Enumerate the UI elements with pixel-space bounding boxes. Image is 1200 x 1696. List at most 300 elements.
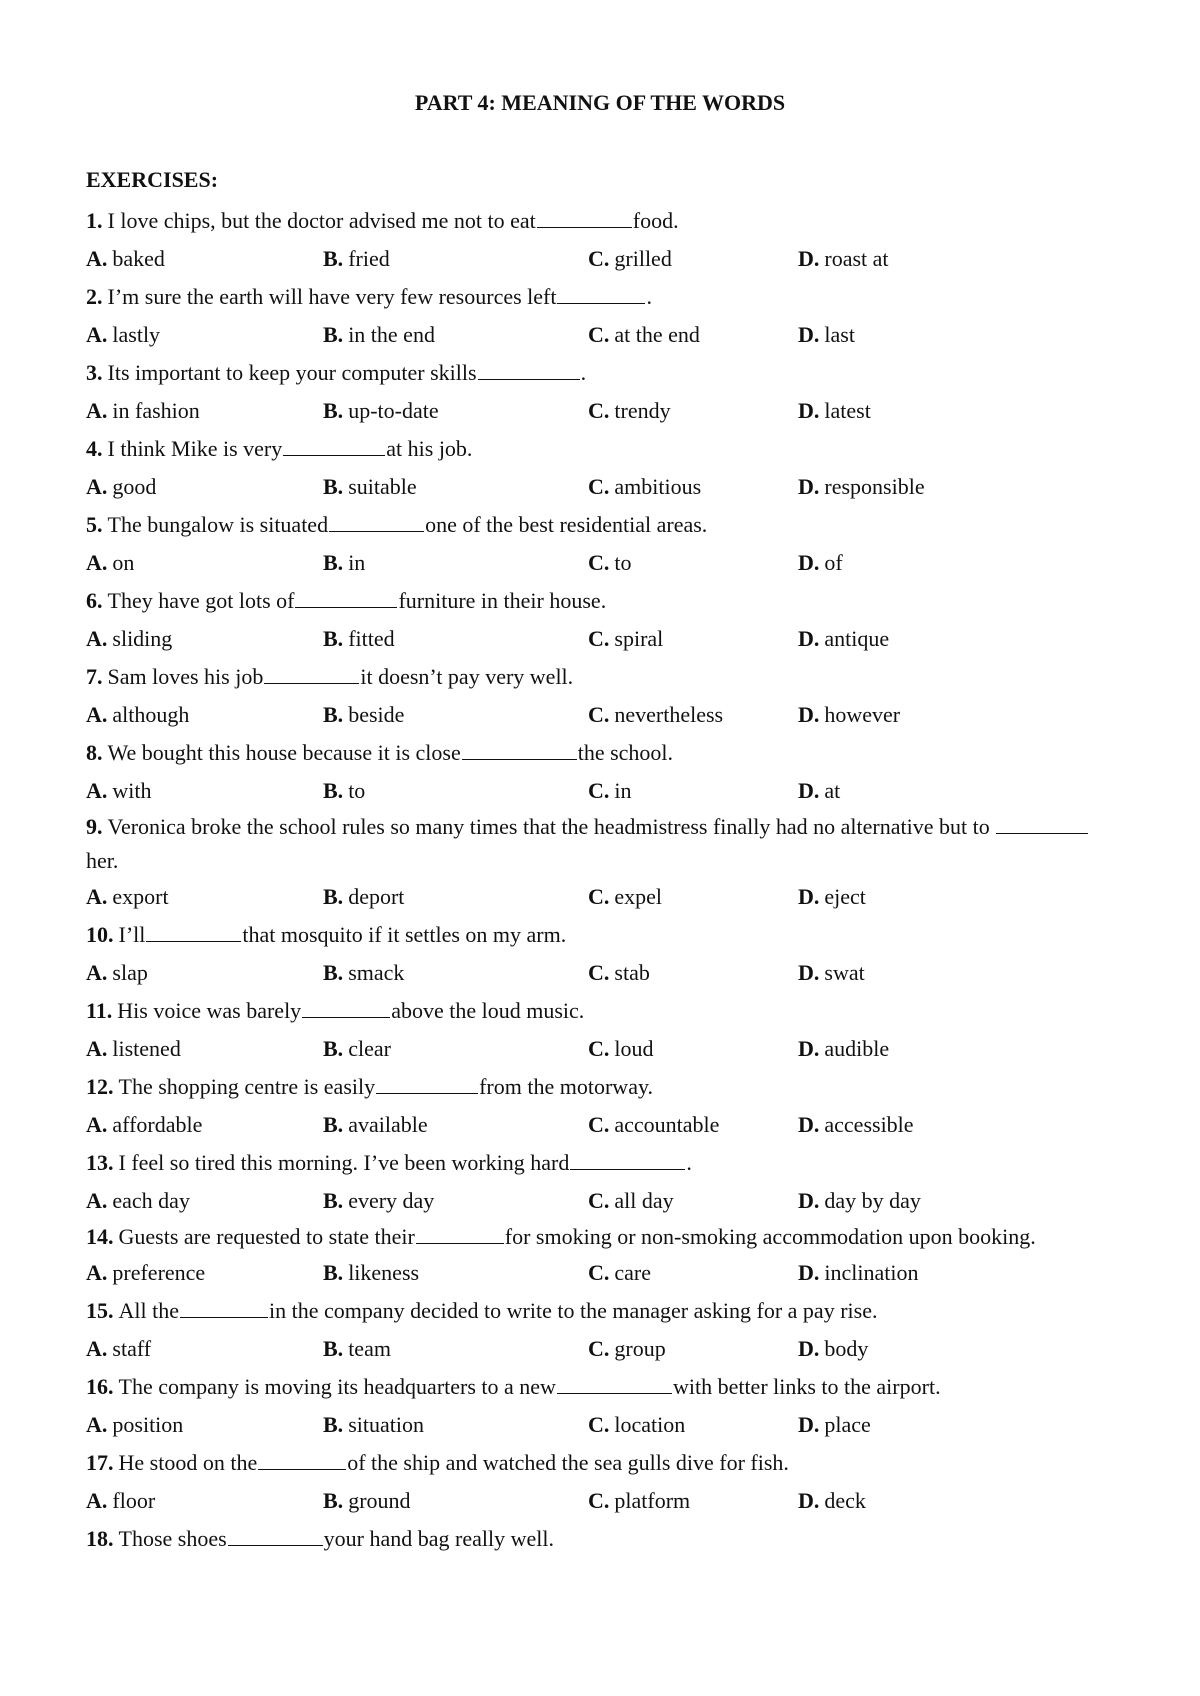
- option-letter: C.: [588, 1188, 610, 1213]
- question-text: food.: [632, 208, 679, 233]
- option-text: slap: [112, 960, 148, 985]
- option-letter: D.: [798, 550, 820, 575]
- option-letter: D.: [798, 1336, 820, 1361]
- question-number: 3.: [86, 360, 103, 385]
- option-c: [588, 316, 700, 354]
- option-b: [323, 696, 404, 734]
- question-text: .: [686, 1150, 692, 1175]
- option-text: trendy: [614, 398, 671, 423]
- question-text: furniture in their house.: [398, 588, 607, 613]
- option-letter: B.: [323, 1412, 344, 1437]
- option-a: [86, 1106, 202, 1144]
- question-text: your hand bag really well.: [323, 1526, 554, 1551]
- answer-blank: [570, 1149, 685, 1170]
- answer-blank: [180, 1297, 268, 1318]
- options-row: [86, 1482, 1116, 1520]
- options-row: [86, 1254, 1116, 1292]
- option-letter: D.: [798, 1036, 820, 1061]
- option-letter: B.: [323, 626, 344, 651]
- option-text: sliding: [112, 626, 173, 651]
- option-text: deck: [824, 1488, 866, 1513]
- question-text: her.: [86, 848, 119, 873]
- question-text: Those shoes: [118, 1526, 227, 1551]
- question-3: [86, 354, 1116, 392]
- option-d: [798, 620, 889, 658]
- option-a: [86, 620, 172, 658]
- question-text: of the ship and watched the sea gulls dive for fish.: [347, 1450, 789, 1475]
- option-letter: A.: [86, 550, 108, 575]
- option-d: [798, 1254, 918, 1292]
- option-text: eject: [824, 884, 866, 909]
- option-a: [86, 878, 169, 916]
- question-text: The shopping centre is easily: [118, 1074, 376, 1099]
- question-text: The bungalow is situated: [107, 512, 329, 537]
- option-d: [798, 392, 871, 430]
- option-text: team: [348, 1336, 391, 1361]
- question-text: All the: [118, 1298, 179, 1323]
- question-text: from the motorway.: [479, 1074, 654, 1099]
- option-b: [323, 240, 390, 278]
- option-text: fried: [348, 246, 390, 271]
- option-b: [323, 1182, 434, 1220]
- question-number: 6.: [86, 588, 103, 613]
- option-letter: C.: [588, 884, 610, 909]
- options-row: [86, 240, 1116, 278]
- answer-blank: [557, 283, 645, 304]
- option-c: [588, 1182, 674, 1220]
- option-letter: D.: [798, 884, 820, 909]
- option-letter: D.: [798, 1260, 820, 1285]
- options-row: [86, 696, 1116, 734]
- option-letter: A.: [86, 702, 108, 727]
- option-text: export: [112, 884, 169, 909]
- question-text: that mosquito if it settles on my arm.: [242, 922, 567, 947]
- option-text: although: [112, 702, 190, 727]
- option-c: [588, 772, 632, 810]
- option-a: [86, 954, 148, 992]
- option-text: accessible: [824, 1112, 914, 1137]
- question-11: [86, 992, 1116, 1030]
- option-text: every day: [348, 1188, 435, 1213]
- option-letter: B.: [323, 474, 344, 499]
- option-letter: A.: [86, 1336, 108, 1361]
- option-a: [86, 544, 134, 582]
- option-c: [588, 878, 662, 916]
- option-b: [323, 1330, 391, 1368]
- option-d: [798, 878, 866, 916]
- option-letter: A.: [86, 884, 108, 909]
- question-number: 7.: [86, 664, 103, 689]
- option-d: [798, 240, 889, 278]
- option-a: [86, 392, 200, 430]
- options-row: [86, 954, 1116, 992]
- option-letter: D.: [798, 626, 820, 651]
- option-text: however: [824, 702, 901, 727]
- option-letter: A.: [86, 960, 108, 985]
- option-letter: D.: [798, 1412, 820, 1437]
- option-text: with: [112, 778, 152, 803]
- option-text: available: [348, 1112, 428, 1137]
- question-15: [86, 1292, 1116, 1330]
- options-row: [86, 316, 1116, 354]
- question-number: 12.: [86, 1074, 114, 1099]
- option-c: [588, 1406, 685, 1444]
- question-7: [86, 658, 1116, 696]
- option-text: inclination: [824, 1260, 919, 1285]
- option-text: in the end: [348, 322, 435, 347]
- option-text: nevertheless: [614, 702, 724, 727]
- question-2: [86, 278, 1116, 316]
- question-list: [86, 202, 1116, 1558]
- option-text: ambitious: [614, 474, 702, 499]
- option-b: [323, 468, 417, 506]
- answer-blank: [537, 207, 632, 228]
- answer-blank: [264, 663, 359, 684]
- option-letter: C.: [588, 398, 610, 423]
- question-number: 2.: [86, 284, 103, 309]
- option-text: preference: [112, 1260, 206, 1285]
- option-letter: C.: [588, 1260, 610, 1285]
- question-text: one of the best residential areas.: [425, 512, 708, 537]
- option-letter: D.: [798, 474, 820, 499]
- question-number: 4.: [86, 436, 103, 461]
- option-c: [588, 620, 663, 658]
- option-c: [588, 392, 671, 430]
- question-text: for smoking or non-smoking accommodation upon booking.: [504, 1224, 1036, 1249]
- option-letter: A.: [86, 626, 108, 651]
- option-text: baked: [112, 246, 165, 271]
- question-5: [86, 506, 1116, 544]
- question-text: They have got lots of: [107, 588, 295, 613]
- option-text: stab: [614, 960, 650, 985]
- option-c: [588, 468, 701, 506]
- option-c: [588, 696, 723, 734]
- option-text: roast at: [824, 246, 889, 271]
- option-b: [323, 772, 365, 810]
- answer-blank: [258, 1449, 346, 1470]
- page-title: PART 4: MEANING OF THE WORDS: [414, 90, 786, 115]
- option-text: grilled: [614, 246, 672, 271]
- option-text: likeness: [348, 1260, 420, 1285]
- option-a: [86, 1330, 151, 1368]
- option-text: in: [348, 550, 366, 575]
- question-14: [86, 1220, 1116, 1254]
- option-text: audible: [824, 1036, 890, 1061]
- option-text: floor: [112, 1488, 156, 1513]
- options-row: [86, 620, 1116, 658]
- option-letter: D.: [798, 778, 820, 803]
- option-letter: C.: [588, 550, 610, 575]
- question-number: 11.: [86, 998, 113, 1023]
- option-letter: D.: [798, 960, 820, 985]
- option-c: [588, 1482, 690, 1520]
- question-text: at his job.: [386, 436, 473, 461]
- option-letter: A.: [86, 1412, 108, 1437]
- option-text: body: [824, 1336, 869, 1361]
- option-a: [86, 1030, 181, 1068]
- option-text: in fashion: [112, 398, 200, 423]
- option-text: deport: [348, 884, 405, 909]
- option-letter: C.: [588, 474, 610, 499]
- option-d: [798, 1182, 921, 1220]
- option-b: [323, 1030, 391, 1068]
- question-8: [86, 734, 1116, 772]
- option-text: of: [824, 550, 843, 575]
- option-a: [86, 772, 152, 810]
- option-text: care: [614, 1260, 652, 1285]
- options-row: [86, 1030, 1116, 1068]
- question-text: above the loud music.: [391, 998, 585, 1023]
- option-d: [798, 468, 925, 506]
- option-letter: B.: [323, 1112, 344, 1137]
- option-text: on: [112, 550, 135, 575]
- option-c: [588, 544, 632, 582]
- question-number: 1.: [86, 208, 103, 233]
- option-d: [798, 1330, 868, 1368]
- option-text: up-to-date: [348, 398, 439, 423]
- option-b: [323, 316, 435, 354]
- option-text: in: [614, 778, 632, 803]
- options-row: [86, 544, 1116, 582]
- question-number: 9.: [86, 814, 103, 839]
- question-18: [86, 1520, 1116, 1558]
- question-text: Guests are requested to state their: [118, 1224, 415, 1249]
- option-d: [798, 316, 855, 354]
- option-letter: A.: [86, 1260, 108, 1285]
- option-b: [323, 620, 395, 658]
- option-letter: D.: [798, 1188, 820, 1213]
- option-b: [323, 1106, 428, 1144]
- option-b: [323, 1482, 411, 1520]
- option-letter: C.: [588, 960, 610, 985]
- options-row: [86, 468, 1116, 506]
- question-text: in the company decided to write to the manager asking for a pay rise.: [269, 1298, 878, 1323]
- answer-blank: [996, 813, 1088, 834]
- question-number: 5.: [86, 512, 103, 537]
- option-letter: A.: [86, 1188, 108, 1213]
- question-text: He stood on the: [118, 1450, 258, 1475]
- question-text: it doesn’t pay very well.: [360, 664, 574, 689]
- question-number: 14.: [86, 1224, 114, 1249]
- option-letter: B.: [323, 1188, 344, 1213]
- option-letter: C.: [588, 778, 610, 803]
- question-number: 18.: [86, 1526, 114, 1551]
- option-text: loud: [614, 1036, 654, 1061]
- option-letter: B.: [323, 1336, 344, 1361]
- option-text: smack: [348, 960, 405, 985]
- option-letter: C.: [588, 626, 610, 651]
- option-text: staff: [112, 1336, 152, 1361]
- option-letter: A.: [86, 246, 108, 271]
- option-a: [86, 316, 160, 354]
- answer-blank: [302, 997, 390, 1018]
- option-letter: C.: [588, 1488, 610, 1513]
- option-letter: B.: [323, 1488, 344, 1513]
- options-row: [86, 1406, 1116, 1444]
- answer-blank: [416, 1223, 504, 1244]
- option-b: [323, 1406, 424, 1444]
- option-text: beside: [348, 702, 405, 727]
- option-letter: A.: [86, 1112, 108, 1137]
- option-d: [798, 772, 840, 810]
- option-a: [86, 240, 165, 278]
- question-number: 15.: [86, 1298, 114, 1323]
- option-letter: C.: [588, 322, 610, 347]
- option-text: day by day: [824, 1188, 921, 1213]
- option-letter: D.: [798, 246, 820, 271]
- option-d: [798, 954, 865, 992]
- answer-blank: [557, 1373, 672, 1394]
- question-text: We bought this house because it is close: [107, 740, 461, 765]
- question-text: I love chips, but the doctor advised me not to eat: [107, 208, 536, 233]
- option-a: [86, 1182, 190, 1220]
- question-text: Veronica broke the school rules so many times that the headmistress finally had no alternative but to: [107, 814, 996, 839]
- option-c: [588, 1330, 666, 1368]
- option-letter: C.: [588, 702, 610, 727]
- option-text: at the end: [614, 322, 700, 347]
- option-letter: A.: [86, 322, 108, 347]
- option-text: group: [614, 1336, 666, 1361]
- question-text: .: [646, 284, 652, 309]
- question-text: I think Mike is very: [107, 436, 283, 461]
- option-letter: A.: [86, 474, 108, 499]
- option-letter: C.: [588, 1036, 610, 1061]
- question-16: [86, 1368, 1116, 1406]
- question-number: 8.: [86, 740, 103, 765]
- option-d: [798, 1482, 866, 1520]
- option-letter: B.: [323, 246, 344, 271]
- option-text: place: [824, 1412, 871, 1437]
- option-letter: C.: [588, 1112, 610, 1137]
- question-text: with better links to the airport.: [672, 1374, 941, 1399]
- option-b: [323, 544, 365, 582]
- option-b: [323, 954, 404, 992]
- options-row: [86, 392, 1116, 430]
- option-d: [798, 1030, 889, 1068]
- question-number: 17.: [86, 1450, 114, 1475]
- option-text: spiral: [614, 626, 664, 651]
- option-letter: B.: [323, 1036, 344, 1061]
- option-letter: B.: [323, 884, 344, 909]
- option-text: good: [112, 474, 157, 499]
- option-letter: B.: [323, 398, 344, 423]
- answer-blank: [283, 435, 385, 456]
- question-text: the school.: [577, 740, 674, 765]
- option-text: affordable: [112, 1112, 203, 1137]
- question-12: [86, 1068, 1116, 1106]
- option-text: last: [824, 322, 855, 347]
- option-a: [86, 1482, 155, 1520]
- question-number: 16.: [86, 1374, 114, 1399]
- option-d: [798, 696, 900, 734]
- question-9: [86, 810, 1116, 878]
- question-text: Sam loves his job: [107, 664, 264, 689]
- option-letter: D.: [798, 322, 820, 347]
- options-row: [86, 878, 1116, 916]
- option-text: listened: [112, 1036, 181, 1061]
- option-text: at: [824, 778, 841, 803]
- option-letter: D.: [798, 1488, 820, 1513]
- option-text: ground: [348, 1488, 411, 1513]
- option-letter: A.: [86, 398, 108, 423]
- option-d: [798, 1106, 914, 1144]
- option-a: [86, 1254, 205, 1292]
- option-text: location: [614, 1412, 686, 1437]
- option-b: [323, 1254, 419, 1292]
- option-text: suitable: [348, 474, 417, 499]
- option-letter: D.: [798, 702, 820, 727]
- option-text: expel: [614, 884, 663, 909]
- option-text: to: [348, 778, 366, 803]
- option-b: [323, 878, 404, 916]
- question-17: [86, 1444, 1116, 1482]
- option-text: situation: [348, 1412, 424, 1437]
- option-letter: B.: [323, 702, 344, 727]
- option-text: position: [112, 1412, 184, 1437]
- option-letter: A.: [86, 1488, 108, 1513]
- option-c: [588, 1254, 651, 1292]
- question-text: The company is moving its headquarters to a new: [118, 1374, 556, 1399]
- option-letter: C.: [588, 1336, 610, 1361]
- option-letter: B.: [323, 778, 344, 803]
- question-text: Its important to keep your computer skills: [107, 360, 477, 385]
- option-text: accountable: [614, 1112, 720, 1137]
- option-a: [86, 468, 156, 506]
- question-text: I’m sure the earth will have very few resources left: [107, 284, 557, 309]
- question-13: [86, 1144, 1116, 1182]
- option-text: each day: [112, 1188, 190, 1213]
- question-6: [86, 582, 1116, 620]
- option-a: [86, 1406, 183, 1444]
- question-text: I’ll: [118, 922, 146, 947]
- option-letter: D.: [798, 398, 820, 423]
- question-text: .: [580, 360, 587, 385]
- answer-blank: [478, 359, 580, 380]
- option-letter: C.: [588, 1412, 610, 1437]
- question-text: I feel so tired this morning. I’ve been working hard: [118, 1150, 570, 1175]
- answer-blank: [462, 739, 577, 760]
- option-text: responsible: [824, 474, 925, 499]
- question-text: His voice was barely: [117, 998, 302, 1023]
- option-letter: B.: [323, 1260, 344, 1285]
- question-number: 10.: [86, 922, 114, 947]
- option-text: latest: [824, 398, 871, 423]
- option-d: [798, 544, 843, 582]
- option-d: [798, 1406, 871, 1444]
- option-c: [588, 1030, 654, 1068]
- option-text: to: [614, 550, 632, 575]
- options-row: [86, 1106, 1116, 1144]
- question-1: [86, 202, 1116, 240]
- options-row: [86, 772, 1116, 810]
- option-text: fitted: [348, 626, 395, 651]
- options-row: [86, 1330, 1116, 1368]
- option-text: lastly: [112, 322, 161, 347]
- option-text: platform: [614, 1488, 691, 1513]
- option-text: swat: [824, 960, 865, 985]
- option-b: [323, 392, 439, 430]
- option-c: [588, 240, 672, 278]
- option-text: all day: [614, 1188, 674, 1213]
- option-letter: A.: [86, 1036, 108, 1061]
- question-4: [86, 430, 1116, 468]
- answer-blank: [329, 511, 424, 532]
- answer-blank: [228, 1525, 323, 1546]
- option-text: antique: [824, 626, 890, 651]
- answer-blank: [146, 921, 241, 942]
- option-letter: B.: [323, 322, 344, 347]
- option-c: [588, 954, 650, 992]
